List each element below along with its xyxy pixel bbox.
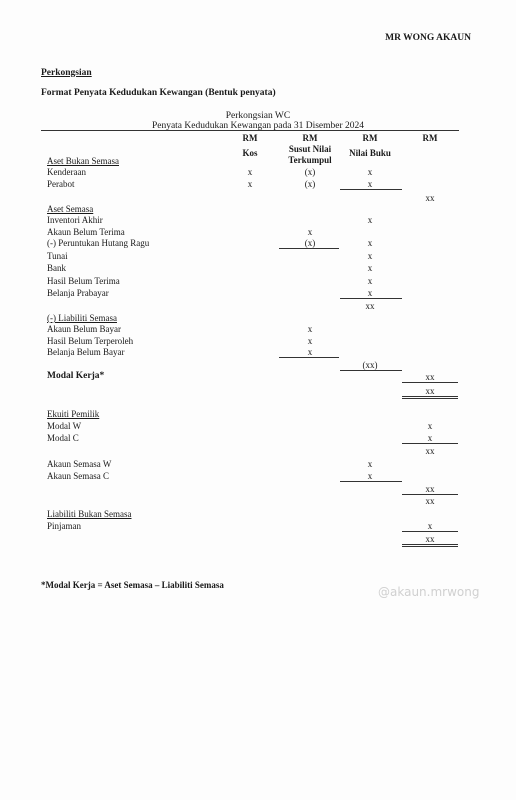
peruntukan-nilai-buku: x (367, 238, 373, 248)
akaun-belum-bayar-label: Akaun Belum Bayar (47, 324, 121, 334)
header-rule (41, 130, 459, 131)
company-name: Perkongsian WC (225, 111, 291, 121)
double-underline (402, 544, 458, 545)
belanja-prabayar-value: x (367, 288, 373, 298)
perabot-nilai-buku: x (367, 179, 373, 189)
underline (402, 531, 458, 532)
hasil-belum-terperoleh-label: Hasil Belum Terperoleh (47, 336, 134, 346)
akaun-semasa-w-value: x (367, 459, 373, 469)
ekuiti-pemilik-title: Ekuiti Pemilik (47, 409, 100, 419)
liabiliti-semasa-total: (xx) (362, 360, 378, 370)
underline (279, 248, 339, 249)
bank-label: Bank (47, 263, 66, 273)
double-underline (402, 398, 458, 399)
grand-total: xx (425, 534, 435, 544)
underline (402, 382, 458, 383)
double-underline (402, 546, 458, 547)
perabot-label: Perabot (47, 179, 75, 189)
modal-kerja-label: Modal Kerja* (47, 371, 105, 381)
akaun-semasa-w-label: Akaun Semasa W (47, 459, 112, 469)
kenderaan-kos: x (247, 167, 253, 177)
ekuiti-total: xx (425, 496, 435, 506)
hasil-belum-terima-value: x (367, 276, 373, 286)
perabot-susut-nilai: (x) (304, 179, 316, 189)
hasil-belum-terperoleh-value: x (307, 336, 313, 346)
belanja-belum-bayar-label: Belanja Belum Bayar (47, 347, 125, 357)
hasil-belum-terima-label: Hasil Belum Terima (47, 276, 120, 286)
perabot-kos: x (247, 179, 253, 189)
footnote: *Modal Kerja = Aset Semasa – Liabiliti Semasa (41, 580, 224, 590)
akaun-belum-bayar-value: x (307, 324, 313, 334)
akaun-belum-terima-label: Akaun Belum Terima (47, 227, 125, 237)
col-susut-nilai-header: RM Susut Nilai Terkumpul (288, 133, 332, 165)
akaun-semasa-c-value: x (367, 471, 373, 481)
double-underline (402, 396, 458, 397)
jumlah-aset-value: xx (425, 386, 435, 396)
modal-w-label: Modal W (47, 421, 82, 431)
belanja-belum-bayar-value: x (307, 347, 313, 357)
akaun-semasa-c-label: Akaun Semasa C (47, 471, 109, 481)
peruntukan-value: (x) (304, 238, 316, 248)
peruntukan-label: (-) Peruntukan Hutang Ragu (47, 238, 150, 248)
bank-value: x (367, 263, 373, 273)
modal-kerja-value: xx (425, 372, 435, 382)
aset-bukan-semasa-total: xx (425, 193, 435, 203)
modal-total: xx (425, 446, 435, 456)
akaun-semasa-total: xx (425, 484, 435, 494)
underline (340, 370, 402, 371)
kenderaan-susut-nilai: (x) (304, 167, 316, 177)
tunai-value: x (367, 251, 373, 261)
section-title: Perkongsian (41, 68, 92, 78)
inventori-label: Inventori Akhir (47, 215, 103, 225)
aset-bukan-semasa-title: Aset Bukan Semasa (47, 156, 119, 166)
aset-semasa-total: xx (365, 301, 375, 311)
kenderaan-nilai-buku: x (367, 167, 373, 177)
underline (340, 481, 402, 482)
liabiliti-semasa-title: (-) Liabiliti Semasa (47, 313, 117, 323)
underline (402, 494, 458, 495)
underline (402, 443, 458, 444)
col-kos-header: RM Kos (242, 133, 258, 158)
inventori-nilai-buku: x (367, 215, 373, 225)
underline (340, 298, 402, 299)
modal-c-value: x (427, 433, 433, 443)
belanja-prabayar-label: Belanja Prabayar (47, 288, 109, 298)
liabiliti-bukan-semasa-title: Liabiliti Bukan Semasa (47, 509, 132, 519)
watermark: @akaun.mrwong (378, 585, 480, 599)
page-header: MR WONG AKAUN (385, 33, 471, 43)
aset-semasa-title: Aset Semasa (47, 204, 94, 214)
pinjaman-value: x (427, 521, 433, 531)
pinjaman-label: Pinjaman (47, 521, 81, 531)
statement-title: Penyata Kedudukan Kewangan pada 31 Disember 2024 (151, 121, 365, 131)
tunai-label: Tunai (47, 251, 68, 261)
col-nilai-buku-header: RM Nilai Buku (349, 133, 391, 158)
col-total-header: RM (422, 133, 438, 143)
modal-w-value: x (427, 421, 433, 431)
underline (340, 189, 402, 190)
modal-c-label: Modal C (47, 433, 79, 443)
akaun-belum-terima-value: x (307, 227, 313, 237)
format-title: Format Penyata Kedudukan Kewangan (Bentuk penyata) (41, 88, 276, 98)
underline (279, 357, 339, 358)
kenderaan-label: Kenderaan (47, 167, 86, 177)
